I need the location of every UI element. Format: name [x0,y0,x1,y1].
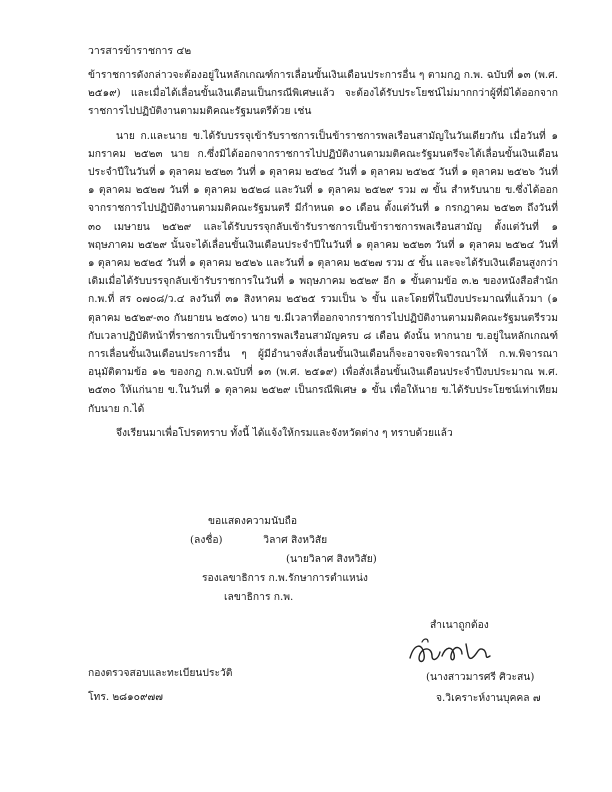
closing-line: จึงเรียนมาเพื่อโปรดทราบ ทั้งนี้ ได้แจ้งให้กรมและจังหวัดต่าง ๆ ทราบด้วยแล้ว [116,426,453,439]
department-name: กองตรวจสอบและทะเบียนประวัติ [88,667,233,679]
page-header: วารสารข้าราชการ ๔๒ [88,45,192,57]
signer-position: รองเลขาธิการ ก.พ.รักษาการตำแหน่ง [202,572,368,584]
paragraph-2: นาย ก.และนาย ข.ได้รับบรรจุเข้ารับราชการเป็นข้าราชการพลเรือนสามัญในวันเดียวกัน เมื่อวันที่ ๑ มกราคม ๒๕๒๓ นาย ก.ซึ่งมิได้ออกจากราชการไปปฏิบัติงานตามมติคณะรัฐมนตรีจะได้เลื่อนขั้นเงินเดือนประจำปีในวันที่ ๑ ตุลาคม ๒๕๒๓ วันที่ ๑ ตุลาคม ๒๕๒๔ วันที่ ๑ ตุลาคม ๒๕๒๕ วันที่ ๑ ตุลาคม ๒๕๒๖ วันที่ ๑ ตุลาคม ๒๕๒๗ วันที่ ๑ ตุลาคม ๒๕๒๘ และวันที่ ๑ ตุลาคม ๒๕๒๙ รวม ๗ ขั้น สำหรับนาย ข.ซึ่งได้ออกจากราชการไปปฏิบัติงานตามมติคณะรัฐมนตรี มีกำหนด ๑๐ เดือน ตั้งแต่วันที่ ๑ กรกฎาคม ๒๕๒๓ ถึงวันที่ ๓๐ เมษายน ๒๕๒๙ และได้รับบรรจุกลับเข้ารับราชการเป็นข้าราชการพลเรือนสามัญ ตั้งแต่วันที่ ๑ พฤษภาคม ๒๕๒๙ นั้นจะได้เลื่อนขั้นเงินเดือนประจำปีในวันที่ ๑ ตุลาคม ๒๕๒๓ วันที่ ๑ ตุลาคม ๒๕๒๔ วันที่ ๑ ตุลาคม ๒๕๒๕ วันที่ ๑ ตุลาคม ๒๕๒๖ และวันที่ ๑ ตุลาคม ๒๕๒๗ รวม ๕ ขั้น และจะได้รับเงินเดือนสูงกว่าเดิมเมื่อได้รับบรรจุกลับเข้ารับราชการในวันที่ ๑ พฤษภาคม ๒๕๒๙ อีก ๑ ขั้นตามข้อ ๓.๒ ของหนังสือสำนัก ก.พ.ที่ สร ๐๗๐๘/ว.๔ ลงวันที่ ๓๑ สิงหาคม ๒๕๒๕ รวมเป็น ๖ ขั้น และโดยที่ในปีงบประมาณที่แล้วมา (๑ ตุลาคม ๒๕๒๙-๓๐ กันยายน ๒๕๓๐) นาย ข.มีเวลาที่ออกจากราชการไปปฏิบัติงานตามมติคณะรัฐมนตรีรวมกับเวลาปฏิบัติหน้าที่ราชการเป็นข้าราชการพลเรือนสามัญครบ ๘ เดือน ดังนั้น หากนาย ข.อยู่ในหลักเกณฑ์การเลื่อนขั้นเงินเดือนประการอื่น ๆ ผู้มีอำนาจสั่งเลื่อนขั้นเงินเดือนก็จะอาจจะพิจารณาให้ ก.พ.พิจารณาอนุมัติตามข้อ ๑๒ ของกฎ ก.พ.ฉบับที่ ๑๓ (พ.ศ. ๒๕๑๙) เพื่อสั่งเลื่อนขั้นเงินเดือนประจำปีงบประมาณ พ.ศ. ๒๕๓๐ ให้แก่นาย ข.ในวันที่ ๑ ตุลาคม ๒๕๒๙ เป็นกรณีพิเศษ ๑ ขั้น เพื่อให้นาย ข.ได้รับประโยชน์เท่าเทียมกับนาย ก.ได้ [88,129,558,415]
paragraph-1: ข้าราชการดังกล่าวจะต้องอยู่ในหลักเกณฑ์การเลื่อนขั้นเงินเดือนประการอื่น ๆ ตามกฎ ก.พ. ฉบับที่ ๑๓ (พ.ศ. ๒๕๑๙) และเมื่อได้เลื่อนขั้นเงินเดือนเป็นกรณีพิเศษแล้ว จะต้องได้รับประโยชน์ไม่มากกว่าผู้ที่มิได้ออกจากราชการไปปฏิบัติงานตามมติคณะรัฐมนตรีด้วย เช่น [88,69,558,118]
certifier-title: จ.วิเคราะห์งานบุคคล ๗ [436,692,541,704]
certified-copy-label: สำเนาถูกต้อง [430,619,489,631]
certifier-name: (นางสาวมารศรี ศิวะสน) [426,671,535,683]
handwritten-signature [402,634,498,670]
sign-label: (ลงชื่อ) [190,534,223,546]
signer-position-2: เลขาธิการ ก.พ. [224,591,294,603]
signature-line [190,531,450,550]
signer-full-name: (นายวิลาศ สิงหวิสัย) [286,553,377,565]
letter-body [88,66,558,448]
phone-number: โทร. ๒๘๑๐๙๗๗ [88,691,163,703]
salutation: ขอแสดงความนับถือ [208,515,298,527]
signer-name: วิลาศ สิงหวิสัย [263,534,328,546]
signature-block [190,512,450,607]
